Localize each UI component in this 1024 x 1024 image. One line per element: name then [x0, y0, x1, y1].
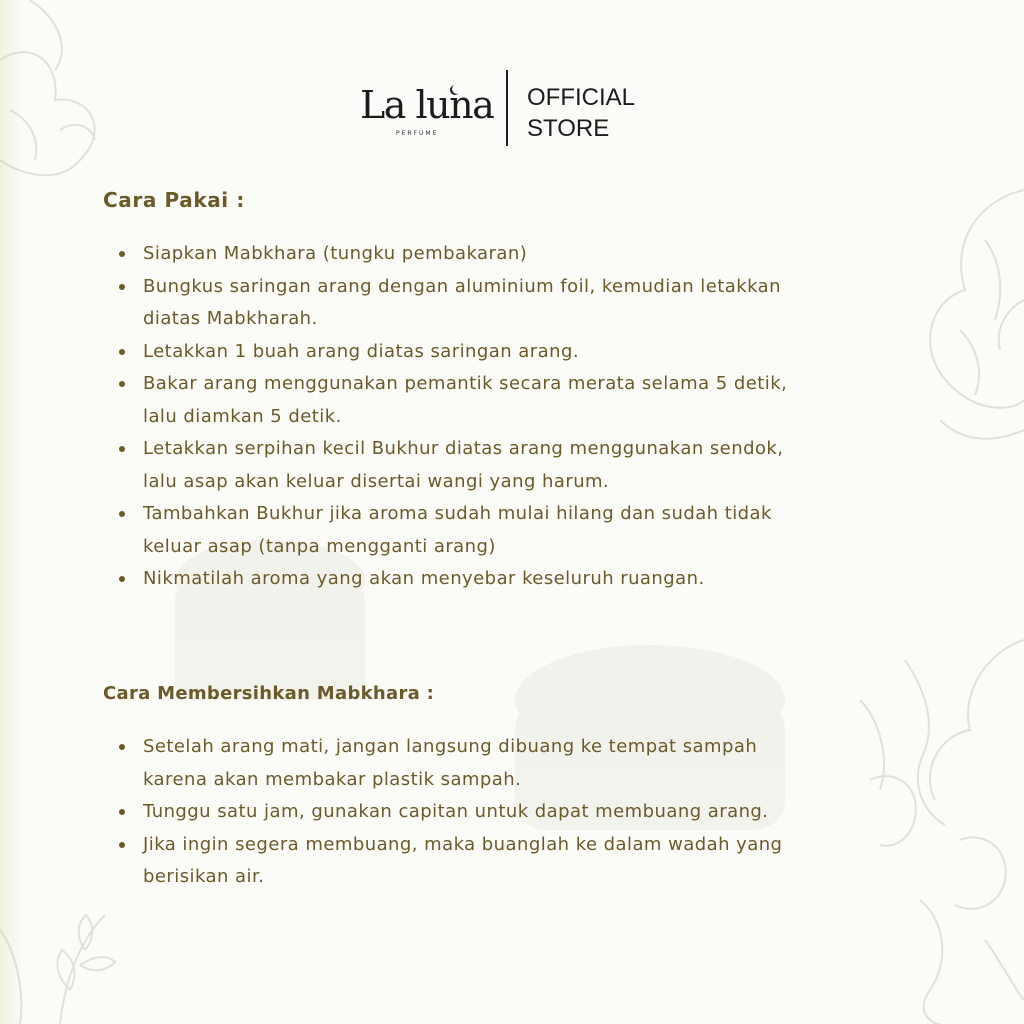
store-line-1: OFFICIAL — [527, 84, 636, 111]
list-item: Letakkan 1 buah arang diatas saringan arang. — [116, 336, 816, 369]
cara-pakai-list — [116, 238, 816, 596]
section-title-cara-pakai: Cara Pakai : — [103, 188, 245, 212]
list-item: Jika ingin segera membuang, maka buanglah ke dalam wadah yang berisikan air. — [116, 829, 796, 894]
list-item: Setelah arang mati, jangan langsung dibuang ke tempat sampah karena akan membakar plastik sampah. — [116, 731, 796, 796]
official-store-label — [527, 82, 635, 144]
la-luna-logo — [358, 70, 494, 146]
list-item: Bungkus saringan arang dengan aluminium foil, kemudian letakkan diatas Mabkharah. — [116, 271, 816, 336]
section-title-cara-membersihkan: Cara Membersihkan Mabkhara : — [103, 683, 435, 704]
list-item: Siapkan Mabkhara (tungku pembakaran) — [116, 238, 816, 271]
logo-subtitle: PERFUME — [396, 130, 439, 137]
brand-header — [358, 70, 636, 146]
header-divider — [506, 70, 508, 146]
list-item: Bakar arang menggunakan pemantik secara merata selama 5 detik, lalu diamkan 5 detik. — [116, 368, 816, 433]
list-item: Tunggu satu jam, gunakan capitan untuk dapat membuang arang. — [116, 796, 796, 829]
logo-name: La luna — [360, 83, 494, 127]
list-item: Letakkan serpihan kecil Bukhur diatas arang menggunakan sendok, lalu asap akan keluar disertai wangi yang harum. — [116, 433, 816, 498]
store-line-2: STORE — [527, 115, 610, 142]
list-item: Tambahkan Bukhur jika aroma sudah mulai hilang dan sudah tidak keluar asap (tanpa mengganti arang) — [116, 498, 816, 563]
crescent-moon-icon — [452, 84, 462, 94]
list-item: Nikmatilah aroma yang akan menyebar keseluruh ruangan. — [116, 563, 816, 596]
left-edge-tint — [0, 0, 22, 1024]
cara-membersihkan-list — [116, 731, 796, 894]
